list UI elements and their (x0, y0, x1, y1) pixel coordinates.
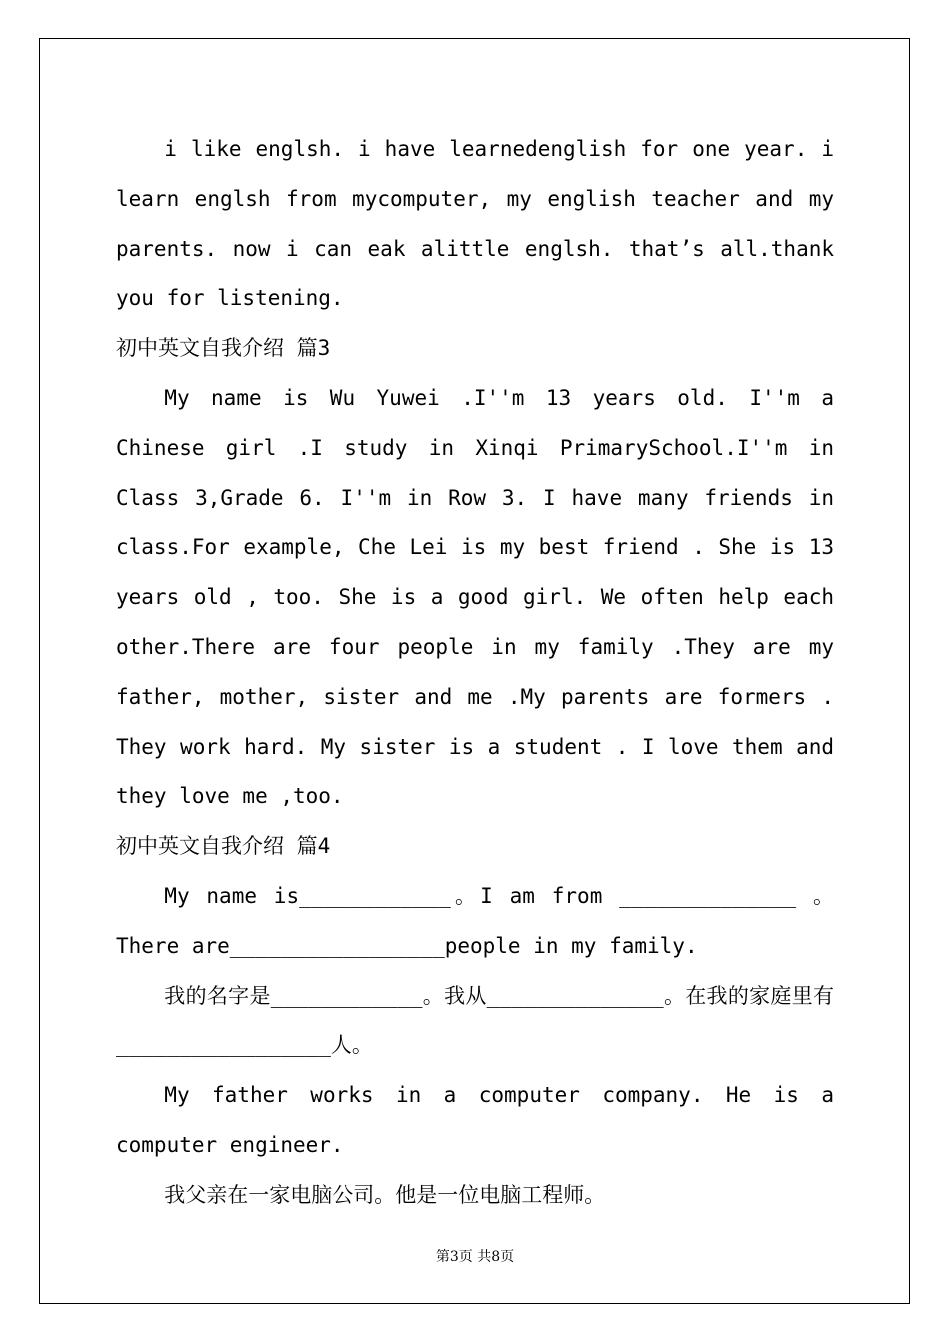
document-body (116, 125, 834, 1221)
paragraph-template-english: My name is____________。I am from ______________ 。There are_________________people in my family. (116, 883, 834, 958)
paragraph-wu-yuwei: My name is Wu Yuwei .I''m 13 years old. I''m a Chinese girl .I study in Xinqi PrimarySchool.I''m in Class 3,Grade 6. I''m in Row 3. I have many friends in class.For example, Che Lei is my best friend . She is 13 years old , too. She is a good girl. We often help each other.There are four people in my family .They are my father, mother, sister and me .My parents are formers . They work hard. My sister is a student . I love them and they love me ,too. (116, 385, 834, 809)
paragraph-father-english: My father works in a computer company. He is a computer engineer. (116, 1083, 834, 1157)
page-number-footer: 第3页 共8页 (435, 1249, 515, 1265)
paragraph-father-chinese: 我父亲在一家电脑公司。他是一位电脑工程师。 (164, 1182, 606, 1207)
section-heading-3: 初中英文自我介绍 篇3 (116, 336, 331, 361)
paragraph-english-intro: i like englsh. i have learnedenglish for one year. i learn englsh from mycomputer, my english teacher and my parents. now i can eak alittle englsh. that’s all.thank you for listening. (116, 137, 834, 311)
paragraph-template-chinese: 我的名字是____________。我从______________。在我的家庭里有_________________人。 (116, 983, 834, 1058)
section-heading-4: 初中英文自我介绍 篇4 (116, 834, 331, 859)
